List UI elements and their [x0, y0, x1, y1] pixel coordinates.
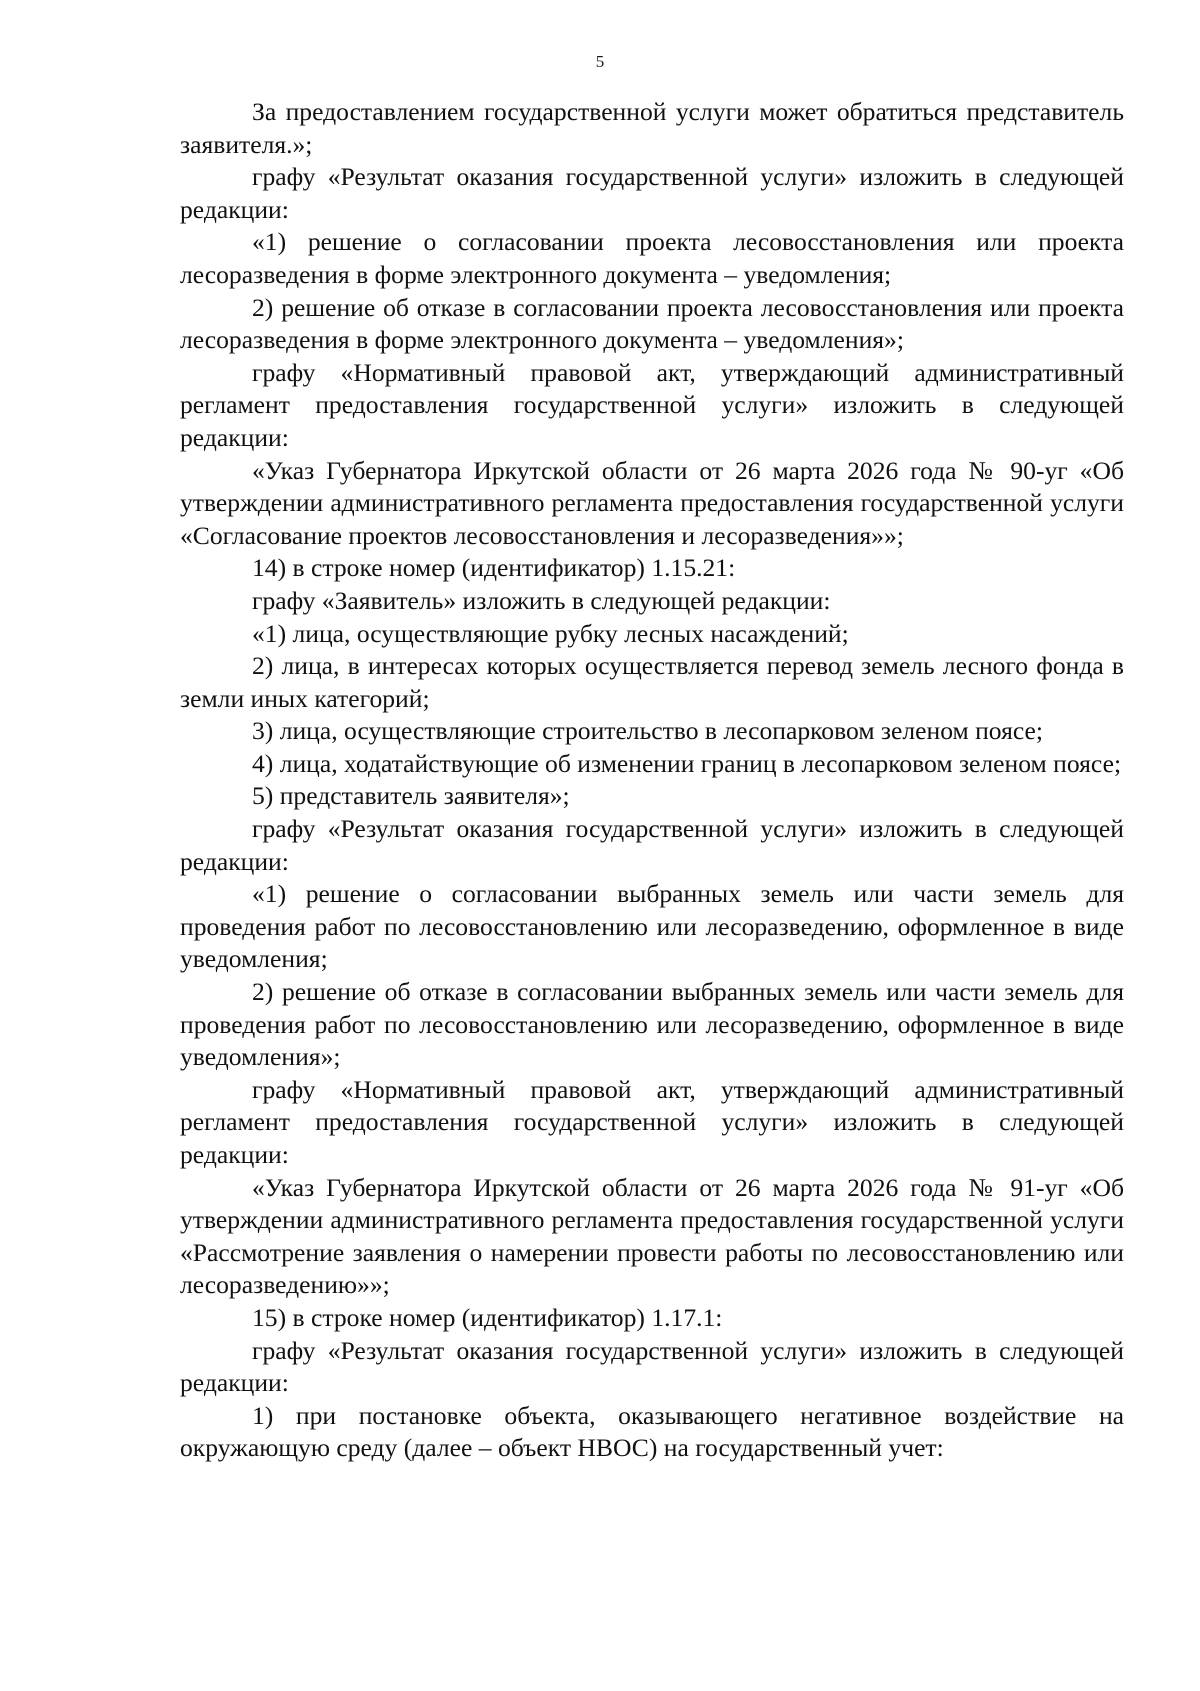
paragraph: графу «Нормативный правовой акт, утверждающий административный регламент предоставления государственной услуги» изложить в следующей редакции: [180, 1074, 1124, 1169]
paragraph: графу «Результат оказания государственной услуги» изложить в следующей редакции: [180, 162, 1124, 224]
paragraph: графу «Нормативный правовой акт, утверждающий административный регламент предоставления государственной услуги» изложить в следующей редакции: [180, 357, 1124, 452]
paragraph: 2) решение об отказе в согласовании выбранных земель или части земель для проведения работ по лесовосстановлению или лесоразведению, оформленное в виде уведомления»; [180, 977, 1124, 1072]
paragraph: За предоставлением государственной услуги может обратиться представитель заявителя.»; [180, 97, 1124, 159]
paragraph: графу «Результат оказания государственной услуги» изложить в следующей редакции: [180, 1335, 1124, 1398]
paragraph: 2) решение об отказе в согласовании проекта лесовосстановления или проекта лесоразведения в форме электронного документа – уведомления»; [180, 292, 1124, 355]
paragraph: 3) лица, осуществляющие строительство в лесопарковом зеленом поясе; [252, 716, 1044, 746]
paragraph: «Указ Губернатора Иркутской области от 26 марта 2026 года № 91-уг «Об утверждении административного регламента предоставления государственной услуги «Рассмотрение заявления о намерении провести работы по лесовосстановлению или лесоразведению»»; [180, 1172, 1124, 1300]
page-number: 5 [595, 52, 605, 71]
paragraph: 15) в строке номер (идентификатор) 1.17.1: [252, 1302, 723, 1332]
paragraph: 5) представитель заявителя»; [252, 781, 570, 811]
paragraph: графу «Результат оказания государственной услуги» изложить в следующей редакции: [180, 814, 1124, 876]
paragraph: «Указ Губернатора Иркутской области от 26 марта 2026 года № 90-уг «Об утверждении административного регламента предоставления государственной услуги «Согласование проектов лесовосстановления и лесоразведения»»; [180, 455, 1124, 550]
paragraph: 2) лица, в интересах которых осуществляется перевод земель лесного фонда в земли иных категорий; [180, 651, 1124, 713]
paragraph: графу «Заявитель» изложить в следующей редакции: [252, 585, 831, 615]
paragraph: «1) решение о согласовании выбранных земель или части земель для проведения работ по лесовосстановлению или лесоразведению, оформленное в виде уведомления; [180, 879, 1124, 974]
paragraph: 1) при постановке объекта, оказывающего негативное воздействие на окружающую среду (далее – объект НВОС) на государственный учет: [180, 1400, 1124, 1463]
paragraph: 14) в строке номер (идентификатор) 1.15.21: [252, 553, 736, 583]
document-body [180, 96, 1124, 1465]
paragraph: «1) лица, осуществляющие рубку лесных насаждений; [252, 618, 849, 648]
paragraph: 4) лица, ходатайствующие об изменении границ в лесопарковом зеленом поясе; [252, 748, 1122, 778]
paragraph: «1) решение о согласовании проекта лесовосстановления или проекта лесоразведения в форме электронного документа – уведомления; [180, 227, 1124, 289]
